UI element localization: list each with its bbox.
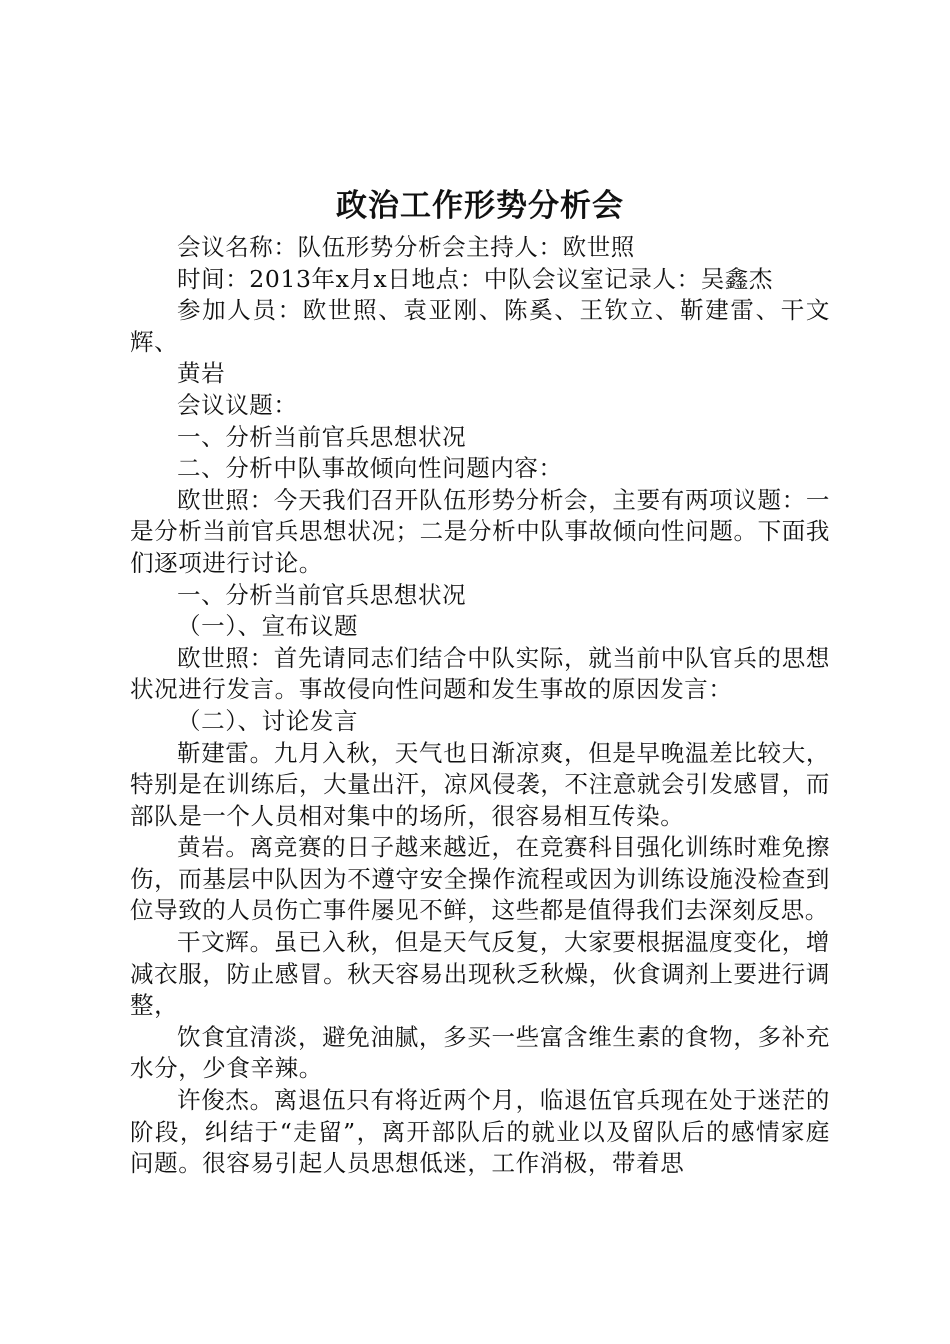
document-title: 政治工作形势分析会 (336, 188, 624, 224)
agenda-heading: 会议议题： (177, 390, 298, 419)
speech-paragraph: 许俊杰。离退伍只有将近两个月，临退伍官兵现在处于迷茫的阶段，纠结于“走留”，离开部队后的就业以及留队后的感情家庭问题。很容易引起人员思想低迷，工作消极，带着思 (130, 1086, 830, 1178)
document-page (130, 186, 830, 1180)
speech-paragraph: 饮食宜清淡，避免油腻，多买一些富含维生素的食物，多补充水分，少食辛辣。 (130, 1022, 830, 1083)
attendees-continued: 黄岩 (177, 359, 226, 388)
subsection-heading-1: （一）、宣布议题 (177, 612, 359, 641)
meeting-name-line: 会议名称：队伍形势分析会主持人：欧世照 (177, 233, 635, 261)
meeting-time-line: 时间：2013年x月x日地点：中队会议室记录人：吴鑫杰 (177, 264, 774, 293)
subsection-heading-2: （二）、讨论发言 (177, 706, 359, 735)
section-heading-1: 一、分析当前官兵思想状况 (177, 580, 467, 609)
host-instruction: 欧世照：首先请同志们结合中队实际，就当前中队官兵的思想状况进行发言。事故侵向性问题和发生事故的原因发言： (130, 643, 830, 704)
speech-paragraph: 黄岩。离竞赛的日子越来越近，在竞赛科目强化训练时难免擦伤，而基层中队因为不遵守安全操作流程或因为训练设施没检查到位导致的人员伤亡事件屡见不鲜，这些都是值得我们去深刻反思。 (130, 833, 830, 925)
speech-paragraph: 靳建雷。九月入秋，天气也日渐凉爽，但是早晚温差比较大，特别是在训练后，大量出汗，凉风侵袭，不注意就会引发感冒，而部队是一个人员相对集中的场所，很容易相互传染。 (130, 738, 830, 830)
agenda-item-1: 一、分析当前官兵思想状况 (177, 422, 467, 451)
agenda-item-2: 二、分析中队事故倾向性问题内容： (177, 454, 563, 483)
speech-paragraph: 干文辉。虽已入秋，但是天气反复，大家要根据温度变化，增减衣服，防止感冒。秋天容易出现秋乏秋燥，伙食调剂上要进行调整， (130, 928, 830, 1020)
opening-remarks: 欧世照：今天我们召开队伍形势分析会，主要有两项议题：一是分析当前官兵思想状况；二是分析中队事故倾向性问题。下面我们逐项进行讨论。 (130, 485, 830, 577)
attendees-line: 参加人员：欧世照、袁亚刚、陈奚、王钦立、靳建雷、干文辉、 (130, 296, 830, 356)
